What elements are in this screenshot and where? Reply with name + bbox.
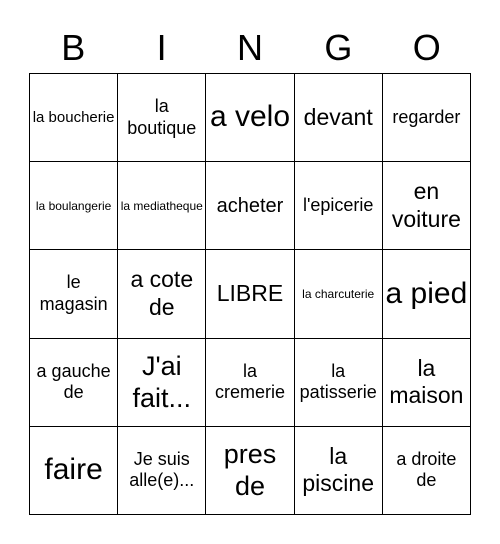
- bingo-cell-r2c4[interactable]: l'epicerie: [295, 162, 383, 250]
- bingo-cell-r5c5[interactable]: a droite de: [383, 427, 471, 515]
- bingo-cell-r1c4[interactable]: devant: [295, 74, 383, 162]
- bingo-cell-r2c3[interactable]: acheter: [206, 162, 294, 250]
- header-letter-o: O: [412, 27, 441, 68]
- bingo-cell-r5c1[interactable]: faire: [30, 427, 118, 515]
- bingo-cell-r5c4[interactable]: la piscine: [295, 427, 383, 515]
- bingo-cell-r1c2[interactable]: la boutique: [118, 74, 206, 162]
- bingo-cell-r3c4[interactable]: la charcuterie: [295, 250, 383, 338]
- bingo-cell-r2c2[interactable]: la mediatheque: [118, 162, 206, 250]
- bingo-cell-r3c3-free[interactable]: LIBRE: [206, 250, 294, 338]
- bingo-cell-r1c1[interactable]: la boucherie: [30, 74, 118, 162]
- header-letter-b: B: [61, 27, 86, 68]
- bingo-cell-r1c3[interactable]: a velo: [206, 74, 294, 162]
- bingo-header: [29, 22, 471, 74]
- header-letter-n: N: [236, 27, 263, 68]
- bingo-cell-r4c1[interactable]: a gauche de: [30, 339, 118, 427]
- bingo-cell-r5c3[interactable]: pres de: [206, 427, 294, 515]
- header-letter-i: I: [156, 27, 167, 68]
- bingo-board: [29, 73, 471, 515]
- bingo-cell-r4c2[interactable]: J'ai fait...: [118, 339, 206, 427]
- bingo-cell-r5c2[interactable]: Je suis alle(e)...: [118, 427, 206, 515]
- header-letter-g: G: [324, 27, 353, 68]
- bingo-cell-r4c3[interactable]: la cremerie: [206, 339, 294, 427]
- bingo-cell-r4c5[interactable]: la maison: [383, 339, 471, 427]
- bingo-cell-r3c5[interactable]: a pied: [383, 250, 471, 338]
- bingo-cell-r1c5[interactable]: regarder: [383, 74, 471, 162]
- bingo-cell-r2c1[interactable]: la boulangerie: [30, 162, 118, 250]
- bingo-cell-r3c2[interactable]: a cote de: [118, 250, 206, 338]
- bingo-cell-r4c4[interactable]: la patisserie: [295, 339, 383, 427]
- bingo-cell-r3c1[interactable]: le magasin: [30, 250, 118, 338]
- bingo-cell-r2c5[interactable]: en voiture: [383, 162, 471, 250]
